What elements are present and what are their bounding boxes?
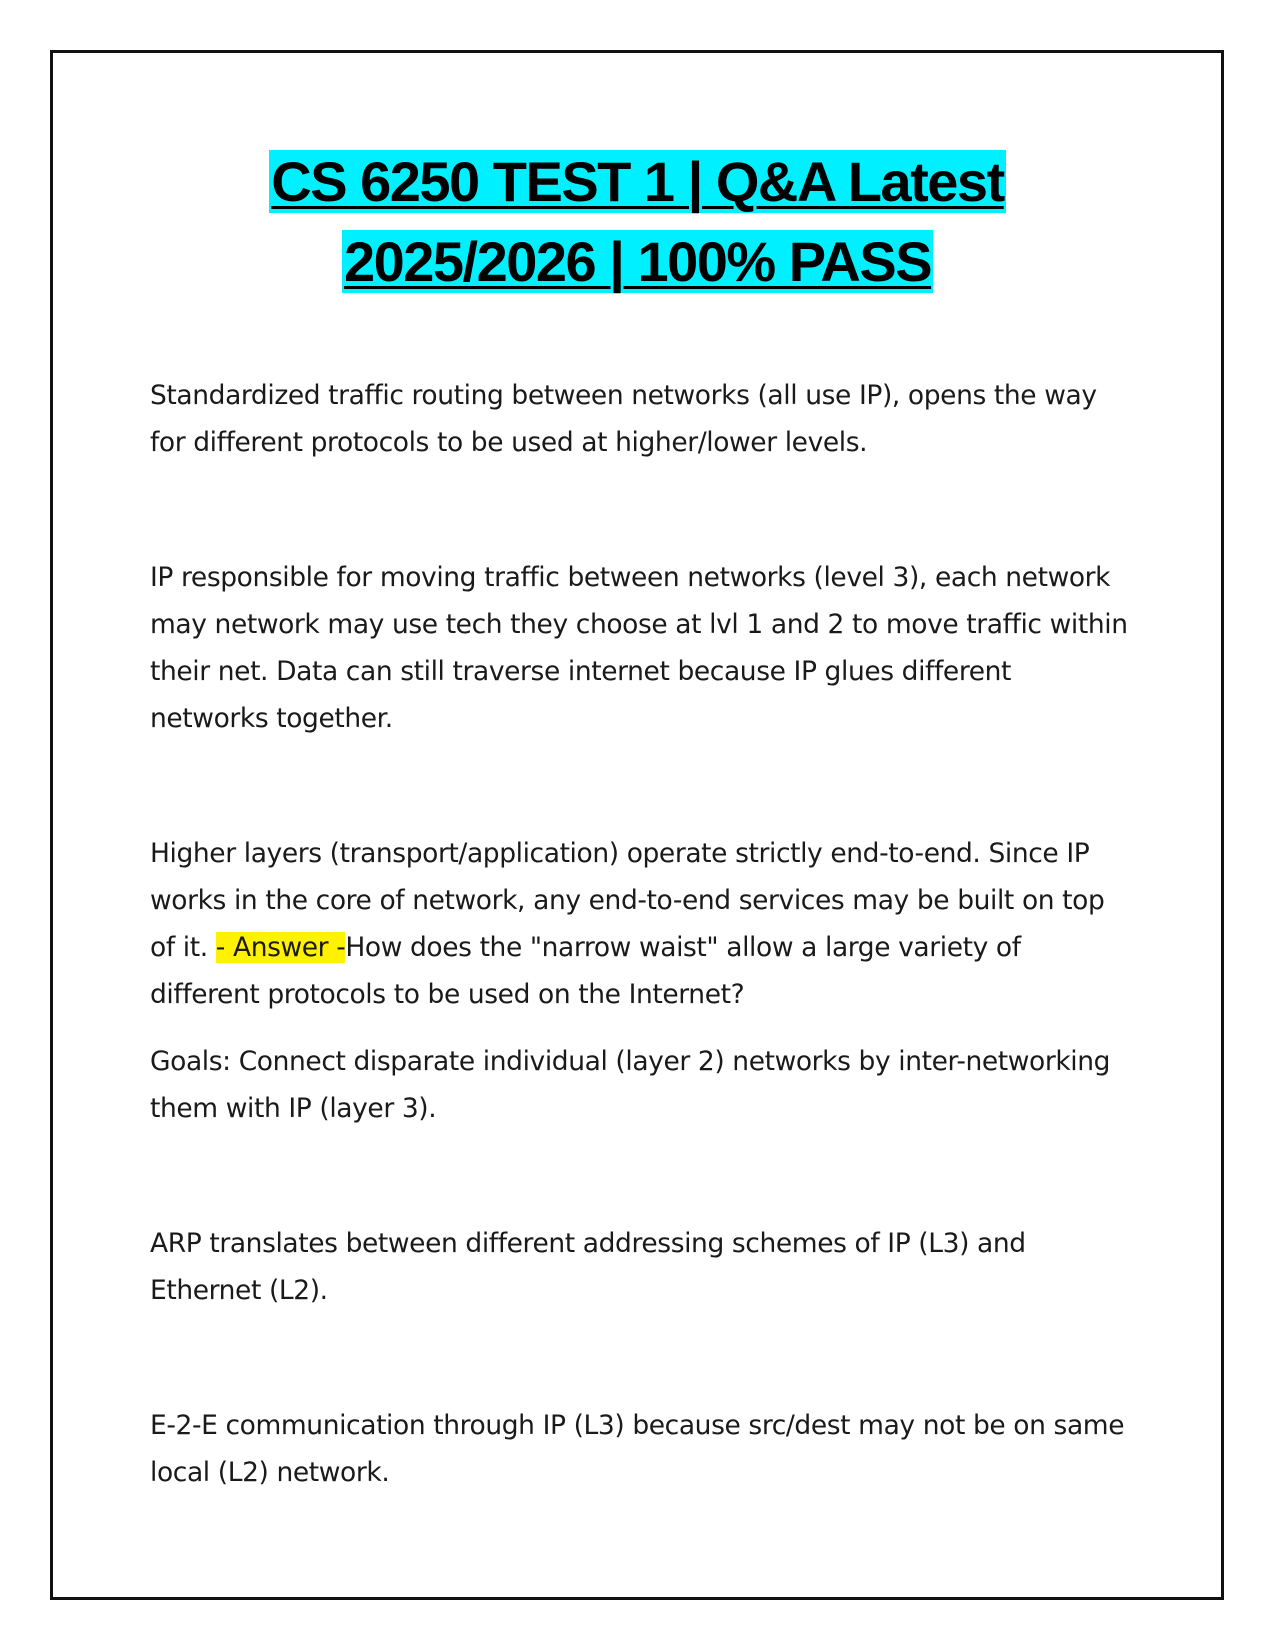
title-line-1: CS 6250 TEST 1 | Q&A Latest (271, 150, 1004, 213)
paragraph-5: ARP translates between different addressing schemes of IP (L3) and Ethernet (L2). (150, 1228, 1026, 1306)
paragraph-3 (150, 830, 1130, 1018)
paragraph-6: E-2-E communication through IP (L3) because src/dest may not be on same local (L2) network. (150, 1410, 1125, 1488)
title-line-2: 2025/2026 | 100% PASS (343, 230, 932, 293)
paragraph-2: IP responsible for moving traffic between networks (level 3), each network may network may use tech they choose at lvl 1 and 2 to move traffic within their net. Data can still traverse internet because IP glues different networks together. (150, 562, 1128, 734)
document-title (0, 142, 1275, 302)
paragraph-1: Standardized traffic routing between networks (all use IP), opens the way for different protocols to be used at higher/lower levels. (150, 380, 1097, 458)
paragraph-3-text: Higher layers (transport/application) operate strictly end-to-end. Since IP works in the core of network, any end-to-end services may be built on top of it. (150, 838, 1105, 963)
answer-marker: - Answer - (215, 932, 346, 963)
paragraph-4: Goals: Connect disparate individual (layer 2) networks by inter-networking them with IP (layer 3). (150, 1046, 1111, 1124)
question-text: How does the "narrow waist" allow a large variety of different protocols to be used on the Internet? (150, 932, 1021, 1010)
document-body (150, 372, 1130, 1496)
